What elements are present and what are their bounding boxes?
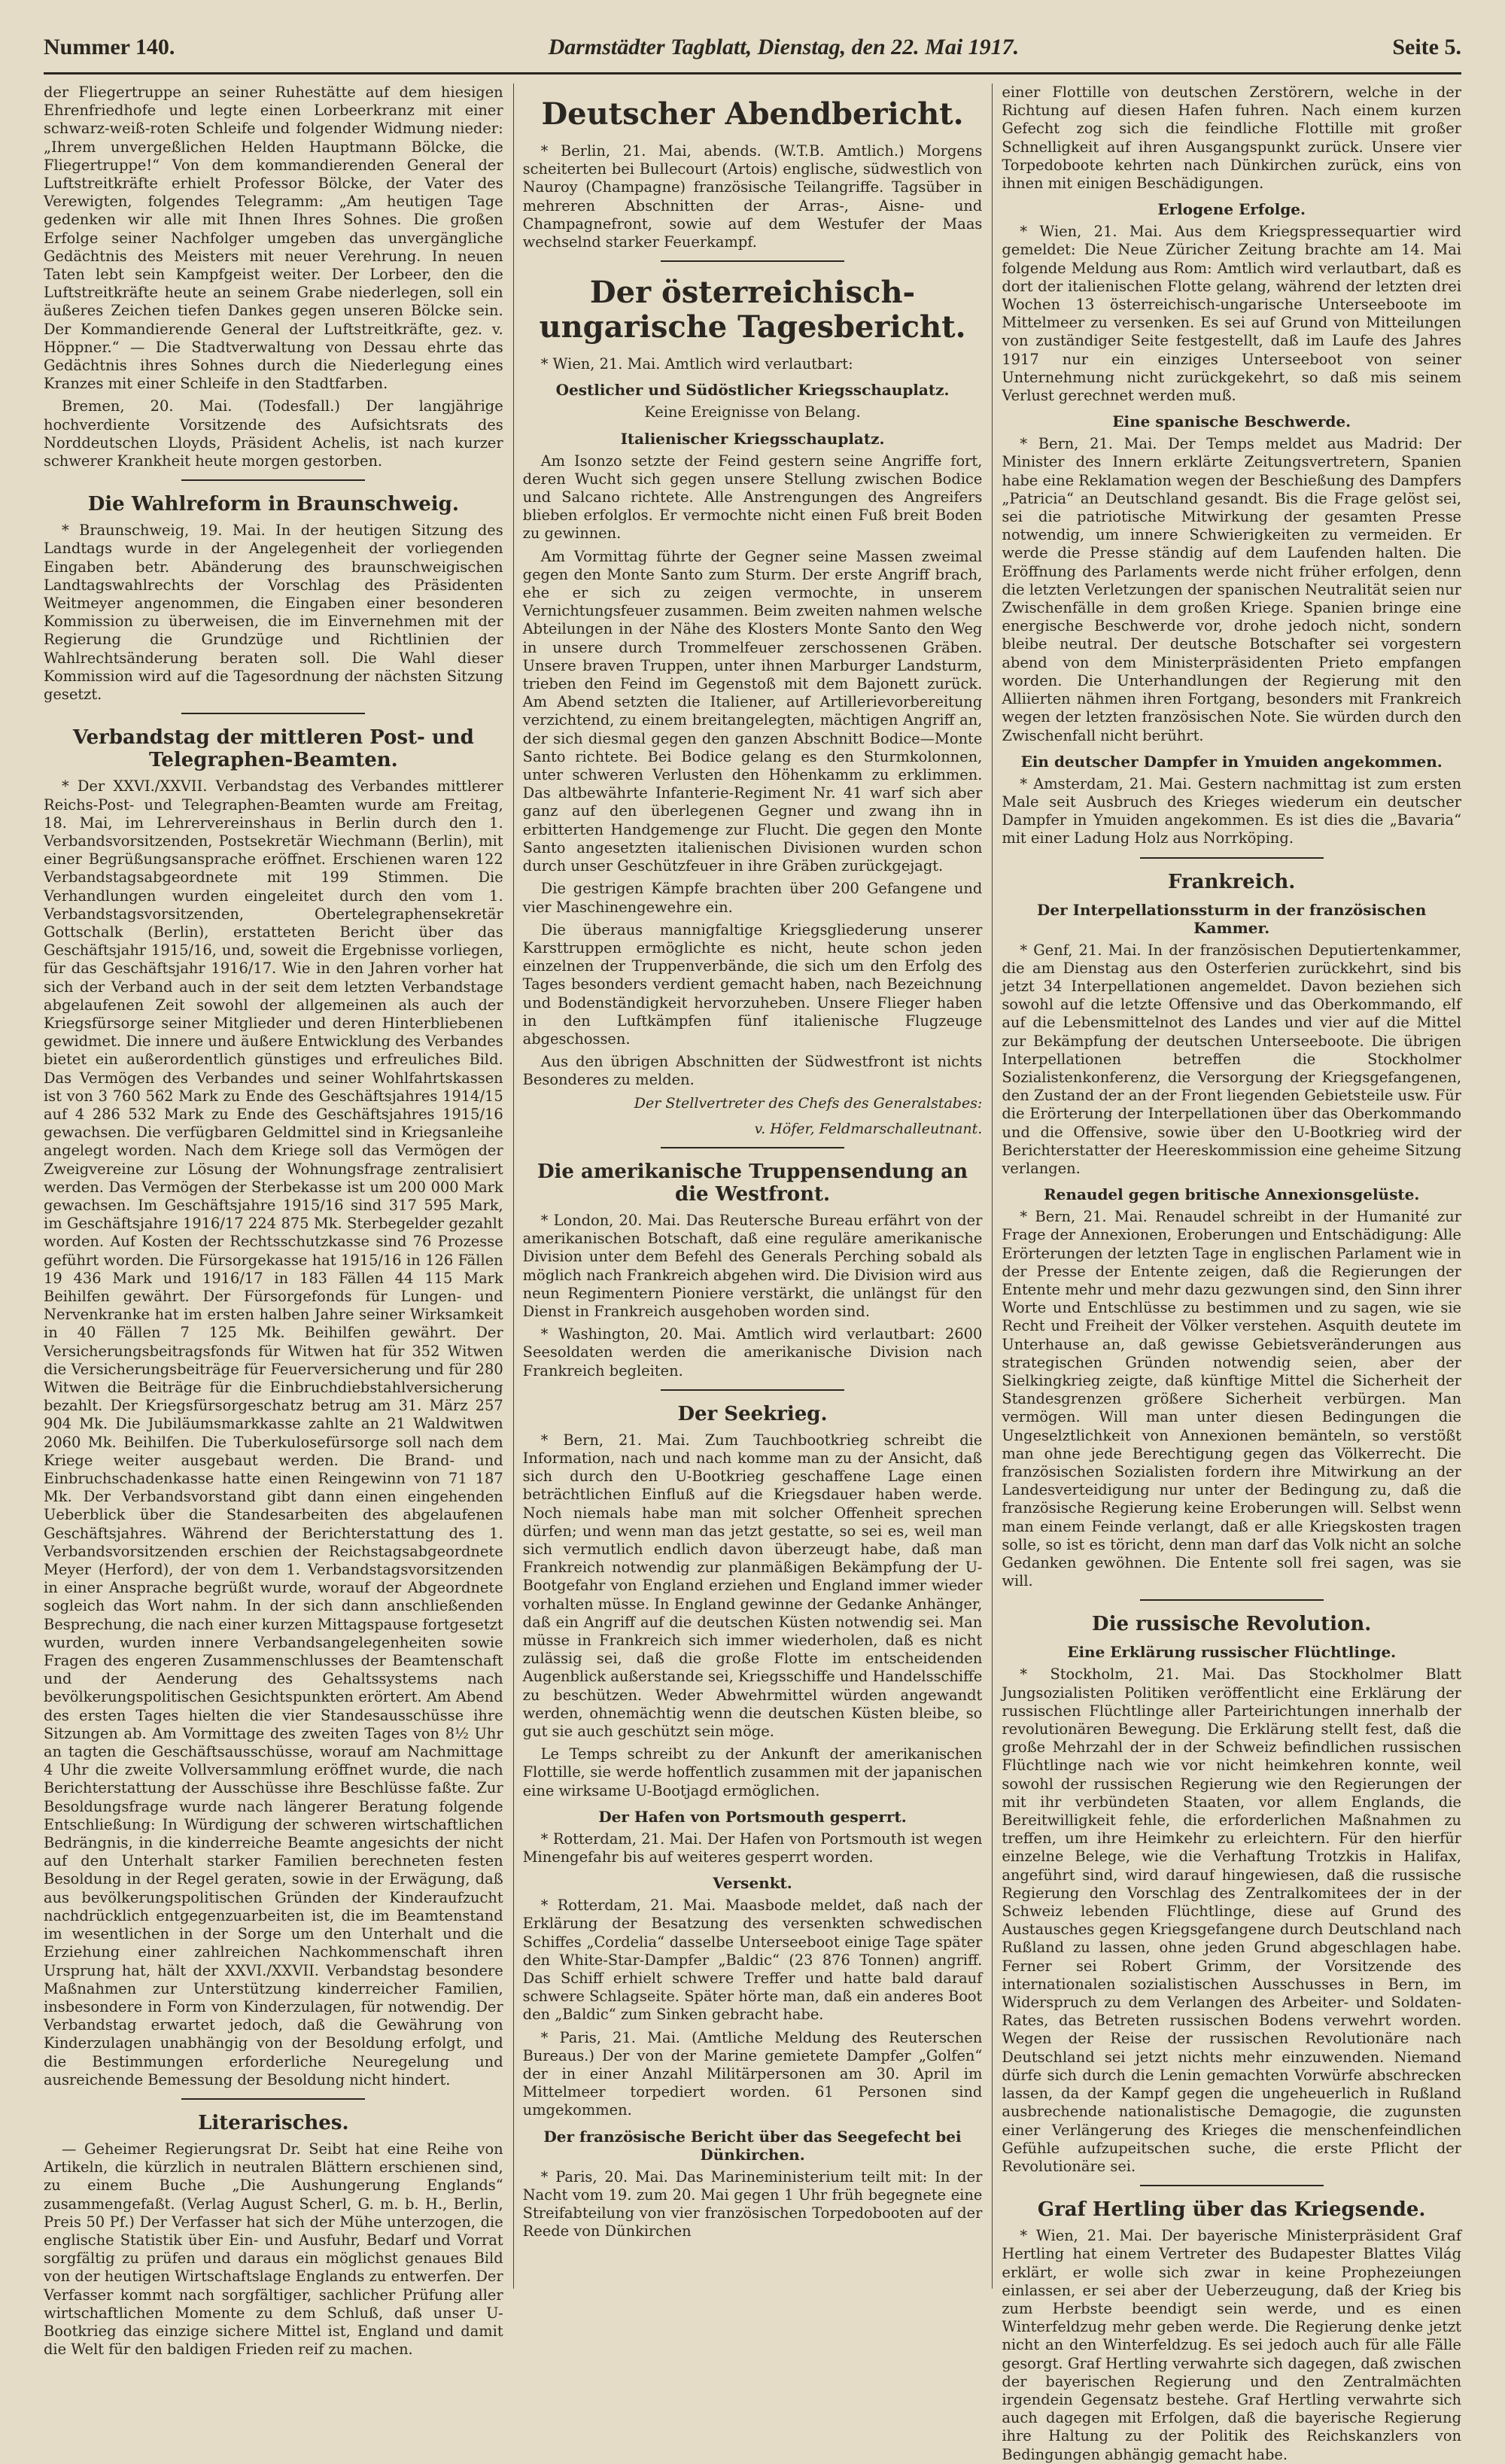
- article-paragraph: — Geheimer Regierungsrat Dr. Seibt hat eine Reihe von Artikeln, die kürzlich in neutralen Blättern erschienen sind, zu einem Buche „Die Aushungerung Englands“ zusammengefaßt. (Verlag August Scherl, G. m. b. H., Berlin, Preis 50 Pf.) Der Verfasser hat sich der Mühe unterzogen, die englische Statistik über Ein- und Ausfuhr, Bedarf und Vorrat sorgfältig zu prüfen und daraus ein möglichst genaues Bild von der heutigen Wirtschaftslage Englands zu entwerfen. Der Verfasser kommt nach sorgfältiger, sachlicher Prüfung aller wirtschaftlichen Momente zu dem Schluß, daß unser U-Bootkrieg das einzige sichere Mittel ist, England und damit die Welt für den baldigen Frieden reif zu machen.: [44, 2140, 503, 2359]
- column-middle: [523, 84, 983, 2289]
- article-paragraph: * Rotterdam, 21. Mai. Der Hafen von Portsmouth ist wegen Minengefahr bis auf weiteres gesperrt worden.: [522, 1830, 983, 1866]
- divider: [181, 713, 365, 714]
- divider: [661, 1389, 844, 1391]
- headline: Die russische Revolution.: [1092, 1613, 1372, 1636]
- article-paragraph: * Der XXVI./XXVII. Verbandstag des Verbandes mittlerer Reichs-Post- und Telegraphen-Beamten wurde am Freitag, 18. Mai, im Lehrervereinshaus in Berlin durch den 1. Verbandsvorsitzenden, Postsekretär Wiechmann (Berlin), mit einer Begrüßungsansprache eröffnet. Erschienen waren 122 Verbandstagsabgeordnete mit 199 Stimmen. Die Verhandlungen wurden eingeleitet durch den vom 1. Verbandstagsvorsitzenden, Obertelegraphensekretär Gottschalk (Berlin), erstatteten Bericht über das Geschäftsjahr 1915/16, und, soweit die Ergebnisse vorliegen, für das Geschäftsjahr 1916/17. Wie in den Jahren vorher hat sich der Verband auch in der seit dem letzten Verbandstage abgelaufenen Zeit sowohl der allgemeinen als auch der Kriegsfürsorge seiner Mitglieder und deren Hinterbliebenen gewidmet. Die innere und äußere Entwicklung des Verbandes bietet ein außerordentlich günstiges und erfreuliches Bild. Das Vermögen des Verbandes und seiner Wohlfahrtskassen ist von 3 760 562 Mark zu Ende des Geschäftsjahres 1914/15 auf 4 286 532 Mark zu Ende des Geschäftsjahres 1915/16 gewachsen. Die verfügbaren Geldmittel sind in Kriegsanleihe angelegt worden. Nach dem Kriege soll das Vermögen der Zweigvereine zur Lösung der Wohnungsfrage zentralisiert werden. Das Vermögen der Sterbekasse ist um 200 000 Mark gewachsen. Im Geschäftsjahre 1915/16 sind 317 595 Mark, im Geschäftsjahre 1916/17 224 875 Mk. Sterbegelder gezahlt worden. Auf Kosten der Rechtsschutzkasse sind 76 Prozesse geführt worden. Die Fürsorgekasse hat 1915/16 in 126 Fällen 19 436 Mark und 1916/17 in 183 Fällen 44 115 Mark Beihilfen gewährt. Der Fürsorgefonds für Lungen- und Nervenkranke hat im ersten halben Jahre seiner Wirksamkeit in 40 Fällen 7 125 Mk. Beihilfen gewährt. Der Versicherungsbeitragsfonds für Witwen hat für 352 Witwen die Versicherungsbeiträge für Feuerversicherung und für 280 Witwen die Beiträge für die Einbruchdiebstahlversicherung bezahlt. Der Kriegsfürsorgeschatz betrug am 31. März 257 904 Mk. Die Jubiläumsmarkkasse zahlte an 21 Waldwitwen 2060 Mk. Beihilfen. Die Tuberkulosefürsorge soll nach dem Kriege weiter ausgebaut werden. Die Brand- und Einbruchschadenkasse hatte einen Reingewinn von 71 187 Mk. Der Verbandsvorstand gibt dann einen eingehenden Ueberblick über die Standesarbeiten des abgelaufenen Geschäftsjahres. Während der Berichterstattung des 1. Verbandsvorsitzenden erschien der Reichstagsabgeordnete Meyer (Herford), der von dem 1. Verbandstagsvorsitzenden in einer Ansprache begrüßt wurde, worauf der Abgeordnete sogleich das Wort nahm. In der sich dann anschließenden Besprechung, die nach einer kurzen Mittagspause fortgesetzt wurden, wurden innere Verbandsangelegenheiten sowie Fragen des engeren Zusammenschlusses der Beamtenschaft und der Aenderung des Gehaltssystems nach bevölkerungspolitischen Gesichtspunkten erörtert. Am Abend des ersten Tages hielten die vier Standesausschüsse ihre Sitzungen ab. Am Vormittage des zweiten Tages von 8½ Uhr an tagten die Geschäftsausschüsse, worauf am Nachmittage 4 Uhr die zweite Vollversammlung eröffnet wurde, die nach Berichterstattung der Ausschüsse ihre Beschlüsse faßte. Zur Besoldungsfrage wurde nach längerer Beratung folgende Entschließung: In Würdigung der schweren wirtschaftlichen Bedrängnis, in die kinderreiche Beamte angesichts der nicht auf den Unterhalt starker Familien berechneten festen Besoldung in der Regel geraten, sowie in der Erwägung, daß aus bevölkerungspolitischen Gründen der Kinderaufzucht nachdrücklich entgegenzuarbeiten ist, die im Beamtenstand im wesentlichen in der Sorge um den Unterhalt und die Erziehung einer zahlreichen Nachkommenschaft ihren Ursprung hat, hält der XXVI./XXVII. Verbandstag besondere Maßnahmen zur Unterstützung kinderreicher Familien, insbesondere in Form von Kinderzulagen, für notwendig. Der Verbandstag erwartet jedoch, daß die Gewährung von Kinderzulagen unabhängig von der Besoldung erfolgt, und die Bestimmungen erforderliche Neuregelung und ausreichende Bemessung der Besoldung nicht hindert.: [44, 777, 503, 2088]
- headline: Verbandstag der mittleren Post- und Telegraphen-Beamten.: [72, 726, 474, 772]
- subheadline: Erlogene Erfolge.: [1157, 200, 1306, 219]
- article-paragraph: * Genf, 21. Mai. In der französischen Deputiertenkammer, die am Dienstag aus den Osterferien zurückkehrt, sind bis jetzt 34 Interpellationen angemeldet. Davon beziehen sich sowohl auf die letzte Offensive und das Oberkommando, elf auf die Lebensmittelnot des Landes und vier auf die Mittel zur Bekämpfung der deutschen Unterseeboote. Die übrigen Interpellationen betreffen die Stockholmer Sozialistenkonferenz, die Versorgung der Kriegsgefangenen, den Zustand der an der Front liegenden Gebietsteile usw. Für die Erörterung der Interpellationen über das Oberkommando und die Offensive, sowie über den U-Bootkrieg wird der Berichterstatter der Heereskommission eine geheime Sitzung verlangen.: [1002, 941, 1462, 1177]
- article-paragraph: der Fliegertruppe an seiner Ruhestätte auf dem hiesigen Ehrenfriedhofe und legte einen Lorbeerkranz mit einer schwarz-weiß-roten Schleife und folgender Widmung nieder: „Ihrem unvergeßlichen Helden Hauptmann Bölcke, die Fliegertruppe!“ Von dem kommandierenden General der Luftstreitkräfte erhielt Professor Bölcke, der Vater des Verewigten, folgendes Telegramm: „Am heutigen Tage gedenken wir alle mit Ihnen Ihres Sohnes. Die großen Erfolge seiner Nachfolger umgeben das unvergängliche Gedächtnis des Meisters mit neuer Verehrung. In neuen Taten lebt sein Kampfgeist weiter. Der Lorbeer, den die Luftstreitkräfte heute an seinem Grabe niederlegen, soll ein äußeres Zeichen tiefen Dankes gegen unseren Bölcke sein. Der Kommandierende General der Luftstreitkräfte, gez. v. Höppner.“ — Die Stadtverwaltung von Dessau ehrte das Gedächtnis ihres Sohnes durch die Niederlegung eines Kranzes mit einer Schleife in den Stadtfarben.: [44, 84, 503, 393]
- article-paragraph: * Wien, 21. Mai. Amtlich wird verlautbart:: [540, 355, 853, 373]
- article-paragraph: * Bern, 21. Mai. Renaudel schreibt in der Humanité zur Frage der Annexionen, Eroberungen und Entschädigung: Alle Erörterungen der letzten Tage in englischen Parlament wie in der Presse der Entente zeigen, daß die Regierungen der Entente mehr und mehr dazu gezwungen sind, den Sinn ihrer Worte und Entschlüsse zu bestimmen und zu sagen, wie sie Recht und Freiheit der Völker verstehen. Asquith deutete im Unterhause an, daß gewisse Gebietsveränderungen aus strategischen Gründen notwendig seien, aber der Sielkingkrieg zeigte, daß künftige Mittel die Sicherheit der Standesgrenzen größere Sicherheit verbürgen. Man vermögen. Will man unter diesen Bedingungen die Ungeselztlichkeit von Annexionen bemänteln, so verstößt man ohne jede Berechtigung gegen das Völkerrecht. Die französischen Sozialisten fordern ihre Mitwirkung an der Landesverteidigung nur unter der Bedingung zu, daß die französische Regierung keine Eroberungen will. Selbst wenn man einem Feinde verlangt, daß er alle Kriegskosten tragen solle, so ist es töricht, denn man darf das Volk nicht an solche Gedanken gewöhnen. Die Entente soll frei sagen, was sie will.: [1002, 1208, 1462, 1590]
- divider: [661, 1147, 844, 1148]
- article-paragraph: * Stockholm, 21. Mai. Das Stockholmer Blatt Jungsozialisten Politiken veröffentlicht eine Erklärung der russischen Flüchtlinge aller Parteirichtungen innerhalb der revolutionären Bewegung. Die Erklärung stellt fest, daß die große Mehrzahl der in der Schweiz befindlichen russischen Flüchtlinge nach wie vor nicht heimkehren konnte, weil sowohl der russischen Regierung wie den Regierungen der mit ihr verbündeten Staaten, vor allem Englands, die Bereitwilligkeit fehle, die erforderlichen Maßnahmen zu treffen, um ihre Heimkehr zu erleichtern. Für den hierfür einzelne Belege, wie die Verhaftung Trotzkis in Halifax, angeführt sind, wird darauf hingewiesen, daß die russische Regierung den Vorschlag des Zentralkomitees der in der Schweiz lebenden Flüchtlinge, diese auf Grund des Austausches gegen Kriegsgefangene durch Deutschland nach Rußland zu lassen, ohne jeden Grund abgeschlagen habe. Ferner sei Robert Grimm, der Vorsitzende des internationalen sozialistischen Ausschusses in Bern, im Widerspruch zu dem Verlangen des Arbeiter- und Soldaten-Rates, das Betreten russischen Bodens verwehrt worden. Wegen der Reise der russischen Revolutionäre nach Deutschland sei jetzt nichts mehr einzuwenden. Niemand dürfe sich durch die Lenin gemachten Vorwürfe abschrecken lassen, da der Kampf gegen die ungeheuerlich in Rußland ausbrechende nationalistische Demagogie, die zugunsten einer Verlängerung des Krieges die menschenfeindlichen Gefühle aufzupeitschen suche, die erste Pflicht der Revolutionäre sei.: [1002, 1665, 1462, 2175]
- article-paragraph: * Bern, 21. Mai. Der Temps meldet aus Madrid: Der Minister des Innern erklärte Zeitungsvertretern, Spanien habe eine Reklamation wegen der Beschießung des Dampfers „Patricia“ an Deutschland gesandt. Bis die Frage gelöst sei, sei die patriotische Mitwirkung der gesamten Presse notwendig, um innere Schwierigkeiten zu vermeiden. Er werde die Presse ständig auf dem Laufenden halten. Die Eröffnung des Parlaments werde nicht früher erfolgen, denn die letzten Verletzungen der spanischen Neutralität seien nur Zwischenfälle in dem großen Kriege. Spanien bringe eine energische Beschwerde vor, drohe jedoch nicht, sondern bleibe neutral. Der deutsche Botschafter sei vorgestern abend von dem Ministerpräsidenten Prieto empfangen worden. Die Unterhandlungen der Regierung mit den Alliierten nähmen ihren Fortgang, besonders mit Frankreich wegen der letzten französischen Note. Sie würden durch den Zwischenfall nicht berührt.: [1002, 435, 1462, 744]
- subheadline: Versenkt.: [713, 1874, 792, 1893]
- headline: Literarisches.: [198, 2111, 349, 2134]
- divider: [181, 2098, 365, 2100]
- column-left: [44, 84, 503, 2359]
- subheadline: Der französische Bericht über das Seegefecht bei Dünkirchen.: [543, 2127, 962, 2164]
- masthead: [44, 35, 1461, 75]
- divider: [1140, 2185, 1324, 2186]
- article-paragraph: * Washington, 20. Mai. Amtlich wird verlautbart: 2600 Seesoldaten werden die amerikanische Division nach Frankreich begleiten.: [522, 1325, 983, 1380]
- article-paragraph: * Wien, 21. Mai. Aus dem Kriegspressequartier wird gemeldet: Die Neue Züricher Zeitung brachte am 14. Mai folgende Meldung aus Rom: Amtlich wird verlautbart, daß es dort der italienischen Flotte gelang, während der letzten drei Wochen 13 österreichisch-ungarische Unterseeboote im Mittelmeer zu versenken. Es sei auf Grund von Mitteilungen von zuständiger Seite festgestellt, daß im Laufe des Jahres 1917 nur ein einziges Unterseeboot von seiner Unternehmung nicht zurückgekehrt, so daß mis seinem Verlust gerechnet werden muß.: [1002, 223, 1462, 405]
- subheadline: Eine spanische Beschwerde.: [1112, 412, 1351, 431]
- article-paragraph: Bremen, 20. Mai. (Todesfall.) Der langjährige hochverdiente Vorsitzende des Aufsichtsrats des Norddeutschen Lloyds, Präsident Achelis, ist nach kurzer schwerer Krankheit heute morgen gestorben.: [44, 397, 503, 470]
- subheadline: Der Interpellationssturm in der französischen Kammer.: [1037, 900, 1427, 937]
- signature: v. Höfer, Feldmarschalleutnant.: [754, 1120, 983, 1137]
- subheadline: Ein deutscher Dampfer in Ymuiden angekommen.: [1020, 752, 1443, 771]
- divider: [181, 479, 365, 481]
- article-paragraph: Aus den übrigen Abschnitten der Südwestfront ist nichts Besonderes zu melden.: [522, 1053, 983, 1089]
- headline: Die amerikanische Truppensendung an die Westfront.: [537, 1160, 968, 1206]
- article-paragraph: * London, 20. Mai. Das Reutersche Bureau erfährt von der amerikanischen Botschaft, daß eine reguläre amerikanische Division unter dem Befehl des Generals Perching sobald als möglich nach Frankreich abgehen wird. Die Division wird aus neun Regimentern Pioniere verstärkt, die unlängst für den Dienst in Frankreich ausgehoben worden sind.: [522, 1211, 983, 1320]
- divider: [1140, 857, 1324, 859]
- headline: Die Wahlreform in Braunschweig.: [87, 493, 459, 516]
- headline: Deutscher Abendbericht.: [541, 96, 964, 132]
- subheadline: Eine Erklärung russischer Flüchtlinge.: [1067, 1643, 1397, 1662]
- divider: [661, 260, 844, 262]
- article-paragraph: einer Flottille von deutschen Zerstörern, welche in der Richtung auf diesen Hafen fuhren. Nach einem kurzen Gefecht zog sich die feindliche Flottille mit großer Schnelligkeit auf ihren Ausgangspunkt zurück. Unsere vier Torpedoboote kehrten nach Dünkirchen zurück, eins von ihnen mit einigen Beschädigungen.: [1002, 84, 1462, 193]
- signature: Der Stellvertreter des Chefs des Generalstabes:: [634, 1094, 983, 1112]
- divider: [1140, 1599, 1324, 1601]
- column-right: [1002, 84, 1462, 2463]
- article-paragraph: * Braunschweig, 19. Mai. In der heutigen Sitzung des Landtags wurde in der Angelegenheit der vorliegenden Eingaben betr. Abänderung des braunschweigischen Landtagswahlrechts der Vorschlag des Präsidenten Weitmeyer angenommen, die Eingaben einer besonderen Kommission zu überweisen, die im Einvernehmen mit der Regierung die Grundzüge und Richtlinien der Wahlrechtsänderung beraten soll. Die Wahl dieser Kommission wird auf die Tagesordnung der nächsten Sitzung gesetzt.: [44, 522, 503, 704]
- columns: [44, 84, 1462, 2463]
- article-paragraph: Keine Ereignisse von Belang.: [644, 403, 861, 421]
- article-paragraph: Die gestrigen Kämpfe brachten über 200 Gefangene und vier Maschinengewehre ein.: [522, 880, 983, 916]
- article-paragraph: * Berlin, 21. Mai, abends. (W.T.B. Amtlich.) Morgens scheiterten bei Bullecourt (Artois) englische, südwestlich von Nauroy (Champagne) französische Teilangriffe. Tagsüber in mehreren Abschnitten der Arras-, Aisne- und Champagnefront, sowie auf dem Westufer der Maas wechselnd starker Feuerkampf.: [522, 142, 983, 251]
- subheadline: Oestlicher und Südöstlicher Kriegsschauplatz.: [555, 381, 950, 400]
- article-paragraph: Die überaus mannigfaltige Kriegsgliederung unserer Karsttruppen ermöglichte es nicht, heute schon jeden einzelnen der Truppenverbände, die sich um den Erfolg des Tages besonders verdient gemacht haben, nach Bezeichnung und Bodenständigkeit hervorzuheben. Unsere Flieger haben in den Luftkämpfen fünf italienische Flugzeuge abgeschossen.: [522, 920, 983, 1048]
- subheadline: Der Hafen von Portsmouth gesperrt.: [598, 1807, 907, 1826]
- issue-number: Nummer 140.: [44, 35, 175, 59]
- article-paragraph: * Amsterdam, 21. Mai. Gestern nachmittag ist zum ersten Male seit Ausbruch des Krieges wiederum ein deutscher Dampfer in Ymuiden angekommen. Es ist dies die „Bavaria“ mit einer Ladung Holz aus Norrköping.: [1002, 774, 1462, 847]
- article-paragraph: * Rotterdam, 21. Mai. Maasbode meldet, daß nach der Erklärung der Besatzung des versenkten schwedischen Schiffes „Cordelia“ dasselbe Unterseeboot einige Tage später den White-Star-Dampfer „Baldic“ (23 876 Tonnen) angriff. Das Schiff erhielt schwere Treffer und hatte bald darauf schwere Schlagseite. Später hörte man, daß ein anderes Boot den „Baldic“ zum Sinken gebracht habe.: [522, 1897, 983, 2024]
- article-paragraph: Le Temps schreibt zu der Ankunft der amerikanischen Flottille, sie werde hoffentlich zusammen mit der japanischen eine wirksame U-Bootjagd ermöglichen.: [522, 1745, 983, 1799]
- headline: Graf Hertling über das Kriegsende.: [1037, 2198, 1426, 2222]
- article-paragraph: * Paris, 21. Mai. (Amtliche Meldung des Reuterschen Bureaus.) Der von der Marine gemietete Dampfer „Golfen“ der in einer Anzahl Militärpersonen am 30. April im Mittelmeer torpediert worden. 61 Personen sind umgekommen.: [522, 2028, 983, 2119]
- article-paragraph: * Wien, 21. Mai. Der bayerische Ministerpräsident Graf Hertling hat einem Vertreter des Budapester Blattes Világ erklärt, er wolle sich zwar in keine Prophezeiungen einlassen, er sei aber der Ueberzeugung, daß der Krieg bis zum Herbste beendigt sein werde, und es einen Winterfeldzug mehr geben werde. Die Regierung denke jetzt nicht an den Winterfeldzug. Es sei jedoch auch für alle Fälle gesorgt. Graf Hertling verwahrte sich dagegen, daß zwischen der bayerischen Regierung und den Zentralmächten irgendein Gegensatz bestehe. Graf Hertling verwahrte sich auch dagegen mit Erfolgen, daß die bayerische Regierung ihre Haltung zu der Politik des Reichskanzlers von Bedingungen abhängig gemacht habe.: [1002, 2227, 1462, 2463]
- article-paragraph: * Paris, 20. Mai. Das Marineministerium teilt mit: In der Nacht vom 19. zum 20. Mai gegen 1 Uhr früh begegnete eine Streifabteilung von vier französischen Torpedobooten auf der Reede von Dünkirchen: [522, 2167, 983, 2240]
- subheadline: Renaudel gegen britische Annexionsgelüste.: [1044, 1185, 1420, 1204]
- headline: Der Seekrieg.: [677, 1402, 828, 1425]
- page-number: Seite 5.: [1392, 35, 1461, 59]
- subheadline: Italienischer Kriegsschauplatz.: [620, 429, 885, 448]
- article-paragraph: Am Isonzo setzte der Feind gestern seine Angriffe fort, deren Wucht sich gegen unsere Stellung zwischen Bodice und Salcano richtete. Alle Anstrengungen des Angreifers blieben erfolglos. Er vermochte nicht einen Fuß breit Boden zu gewinnen.: [522, 452, 983, 543]
- headline: Frankreich.: [1167, 870, 1296, 893]
- article-paragraph: Am Vormittag führte der Gegner seine Massen zweimal gegen den Monte Santo zum Sturm. Der erste Angriff brach, ehe er sich zu zeigen vermochte, in unserem Vernichtungsfeuer zusammen. Beim zweiten nahmen welsche Abteilungen in der Nähe des Klosters Monte Santo den Weg in unsere durch Trommelfeuer zerschossenen Gräben. Unsere braven Truppen, unter ihnen Marburger Landsturm, trieben den Feind im Gegenstoß mit dem Bajonett zurück. Am Abend setzten die Italiener, auf Artillerievorbereitung verzichtend, zu einem breitangelegten, mächtigen Angriff an, der sich diesmal gegen den ganzen Abschnitt Bodice—Monte Santo richtete. Bei Bodice gelang es den Sturmkolonnen, unter schweren Verlusten den Höhenkamm zu erklimmen. Das altbewährte Infanterie-Regiment Nr. 41 warf sich aber ganz auf den überlegenen Gegner und zwang ihn in erbitterten Handgemenge zur Flucht. Die gegen den Monte Santo angesetzten italienischen Divisionen wurden schon durch unser Geschützfeuer in ihre Gräben zurückgejagt.: [522, 547, 983, 875]
- newspaper-dateline: Darmstädter Tagblatt, Dienstag, den 22. Mai 1917.: [548, 35, 1020, 59]
- article-paragraph: * Bern, 21. Mai. Zum Tauchbootkrieg schreibt die Information, nach und nach komme man zu der Ansicht, daß sich durch den U-Bootkrieg geschaffene Lage einen beträchtlichen Einfluß auf die Kriegsdauer haben werde. Noch niemals habe man mit solcher Offenheit sprechen dürfen; und wenn man das jetzt gestatte, so sei es, weil man sich vermutlich endlich davon überzeugt habe, daß man Frankreich notwendig zur planmäßigen Bekämpfung der U-Bootgefahr von England erziehen und England immer wieder vorhalten müsse. In England gewinne der Gedanke Anhänger, daß ein Angriff auf die deutschen Küsten notwendig sei. Man müsse in Frankreich sich immer wiederholen, daß es nicht zulässig sei, daß die große Flotte im entscheidenden Augenblick außerstande sei, Kriegsschiffe und Handelsschiffe zu beschützen. Weder Abwehrmittel würden angewandt werden, ohnemächtig wenn die deutschen Küsten bleibe, so gut sie auch geschützt sein möge.: [522, 1431, 983, 1741]
- headline: Der österreichisch-ungarische Tagesbericht.: [539, 275, 966, 345]
